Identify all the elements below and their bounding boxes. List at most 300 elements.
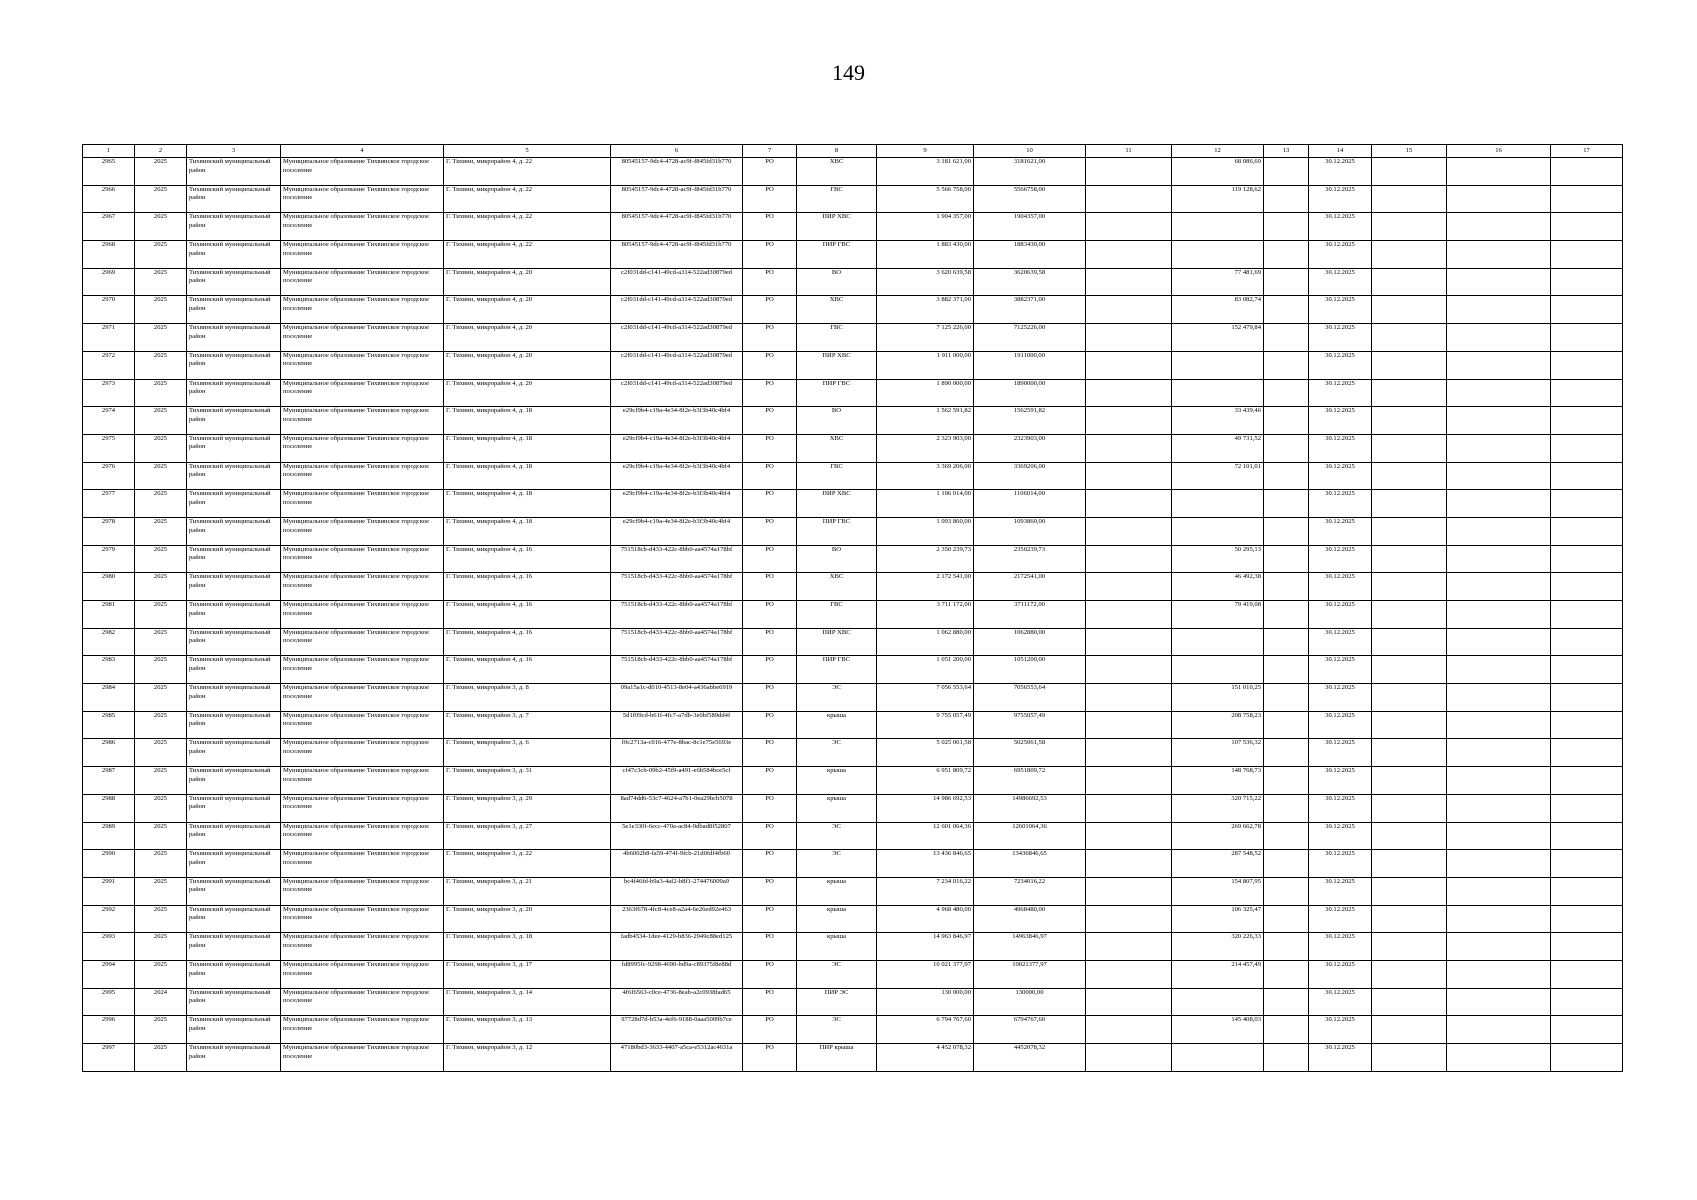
- cell-row-number: 2970: [83, 296, 135, 324]
- cell-municipality: Муниципальное образование Тихвинское городское поселение: [281, 739, 444, 767]
- cell-municipality: Муниципальное образование Тихвинское городское поселение: [281, 905, 444, 933]
- cell-col-15: [1372, 933, 1447, 961]
- cell-cost: 5 025 061,58: [877, 739, 974, 767]
- cell-deadline: 30.12.2025: [1309, 407, 1372, 435]
- cell-row-number: 2994: [83, 960, 135, 988]
- cell-district: Тихвинский муниципальный район: [187, 684, 281, 712]
- cell-house-guid: 5e1e330f-6ecc-470a-ac84-9dbad8f52807: [611, 822, 743, 850]
- cell-col-13: [1264, 158, 1309, 186]
- cell-program-type: РО: [743, 268, 797, 296]
- cell-municipality: Муниципальное образование Тихвинское городское поселение: [281, 379, 444, 407]
- cell-municipality: Муниципальное образование Тихвинское городское поселение: [281, 490, 444, 518]
- cell-row-number: 2986: [83, 739, 135, 767]
- cell-house-guid: bc4f46fd-b9a3-4af2-b8f1-274476009a9: [611, 877, 743, 905]
- cell-deadline: 30.12.2025: [1309, 490, 1372, 518]
- cell-col-17: [1551, 379, 1623, 407]
- cell-house-guid: c2f031dd-c141-49cd-a314-522ad30879ed: [611, 296, 743, 324]
- cell-col-11: [1086, 434, 1172, 462]
- cell-district: Тихвинский муниципальный район: [187, 850, 281, 878]
- cell-municipality: Муниципальное образование Тихвинское городское поселение: [281, 1016, 444, 1044]
- cell-cost-raw: 1093860,00: [974, 517, 1086, 545]
- cell-address: Г. Тихвин, микрорайон 3, д. 21: [444, 877, 611, 905]
- cell-year: 2025: [135, 739, 187, 767]
- cell-col-11: [1086, 324, 1172, 352]
- cell-cost: 14 963 846,97: [877, 933, 974, 961]
- column-header-9: 9: [877, 145, 974, 158]
- cell-col-15: [1372, 1044, 1447, 1072]
- table-row: [83, 850, 1623, 878]
- cell-program-type: РО: [743, 711, 797, 739]
- cell-address: Г. Тихвин, микрорайон 3, д. 31: [444, 767, 611, 795]
- cell-deadline: 30.12.2025: [1309, 573, 1372, 601]
- cell-col-15: [1372, 988, 1447, 1016]
- cell-col-15: [1372, 241, 1447, 269]
- cell-amount: 50 295,13: [1172, 545, 1264, 573]
- cell-col-17: [1551, 656, 1623, 684]
- cell-deadline: 30.12.2025: [1309, 877, 1372, 905]
- cell-cost-raw: 2323903,00: [974, 434, 1086, 462]
- cell-work-type: ПИР ХВС: [797, 490, 877, 518]
- table-row: [83, 517, 1623, 545]
- cell-cost-raw: 4452078,32: [974, 1044, 1086, 1072]
- cell-district: Тихвинский муниципальный район: [187, 1044, 281, 1072]
- cell-col-11: [1086, 407, 1172, 435]
- cell-cost-raw: 14963846,97: [974, 933, 1086, 961]
- cell-program-type: РО: [743, 490, 797, 518]
- cell-district: Тихвинский муниципальный район: [187, 268, 281, 296]
- table-row: [83, 767, 1623, 795]
- cell-col-16: [1447, 324, 1551, 352]
- cell-col-15: [1372, 794, 1447, 822]
- cell-col-16: [1447, 960, 1551, 988]
- cell-year: 2024: [135, 988, 187, 1016]
- cell-row-number: 2973: [83, 379, 135, 407]
- cell-col-11: [1086, 1016, 1172, 1044]
- cell-col-15: [1372, 739, 1447, 767]
- cell-deadline: 30.12.2025: [1309, 628, 1372, 656]
- cell-amount: [1172, 517, 1264, 545]
- cell-district: Тихвинский муниципальный район: [187, 711, 281, 739]
- cell-col-11: [1086, 933, 1172, 961]
- cell-col-16: [1447, 379, 1551, 407]
- cell-house-guid: 2363f678-4fc8-4ce8-a2a4-6e26ed92e463: [611, 905, 743, 933]
- cell-program-type: РО: [743, 573, 797, 601]
- cell-cost-raw: 4968480,00: [974, 905, 1086, 933]
- cell-col-11: [1086, 462, 1172, 490]
- cell-district: Тихвинский муниципальный район: [187, 628, 281, 656]
- cell-col-11: [1086, 573, 1172, 601]
- cell-col-13: [1264, 739, 1309, 767]
- column-header-13: 13: [1264, 145, 1309, 158]
- cell-district: Тихвинский муниципальный район: [187, 822, 281, 850]
- cell-row-number: 2987: [83, 767, 135, 795]
- cell-cost: 10 021 377,97: [877, 960, 974, 988]
- cell-row-number: 2975: [83, 434, 135, 462]
- cell-col-15: [1372, 684, 1447, 712]
- cell-municipality: Муниципальное образование Тихвинское городское поселение: [281, 462, 444, 490]
- cell-col-13: [1264, 767, 1309, 795]
- cell-row-number: 2984: [83, 684, 135, 712]
- cell-col-17: [1551, 573, 1623, 601]
- cell-house-guid: 80545157-9dc4-4728-ac9f-f845fd31b770: [611, 185, 743, 213]
- cell-municipality: Муниципальное образование Тихвинское городское поселение: [281, 1044, 444, 1072]
- cell-municipality: Муниципальное образование Тихвинское городское поселение: [281, 296, 444, 324]
- cell-col-15: [1372, 213, 1447, 241]
- table-row: [83, 185, 1623, 213]
- cell-row-number: 2969: [83, 268, 135, 296]
- cell-program-type: РО: [743, 739, 797, 767]
- cell-district: Тихвинский муниципальный район: [187, 877, 281, 905]
- cell-municipality: Муниципальное образование Тихвинское городское поселение: [281, 711, 444, 739]
- registry-table: [82, 144, 1623, 1072]
- cell-cost: 2 172 541,00: [877, 573, 974, 601]
- cell-col-11: [1086, 158, 1172, 186]
- cell-col-15: [1372, 185, 1447, 213]
- cell-col-17: [1551, 601, 1623, 629]
- cell-address: Г. Тихвин, микрорайон 4, д. 16: [444, 656, 611, 684]
- cell-cost: 6 794 767,60: [877, 1016, 974, 1044]
- cell-deadline: 30.12.2025: [1309, 905, 1372, 933]
- cell-house-guid: 4b6002b8-fa59-474f-9fcb-21d0fdf4fb60: [611, 850, 743, 878]
- table-row: [83, 241, 1623, 269]
- cell-program-type: РО: [743, 185, 797, 213]
- cell-amount: 320 715,22: [1172, 794, 1264, 822]
- cell-work-type: ПИР ХВС: [797, 628, 877, 656]
- cell-district: Тихвинский муниципальный район: [187, 1016, 281, 1044]
- cell-year: 2025: [135, 324, 187, 352]
- cell-work-type: ПИР ГВС: [797, 379, 877, 407]
- cell-address: Г. Тихвин, микрорайон 4, д. 18: [444, 517, 611, 545]
- cell-year: 2025: [135, 656, 187, 684]
- cell-col-15: [1372, 490, 1447, 518]
- cell-amount: 208 758,23: [1172, 711, 1264, 739]
- cell-year: 2025: [135, 1016, 187, 1044]
- cell-municipality: Муниципальное образование Тихвинское городское поселение: [281, 545, 444, 573]
- cell-col-17: [1551, 462, 1623, 490]
- cell-deadline: 30.12.2025: [1309, 545, 1372, 573]
- cell-cost-raw: 1911000,00: [974, 351, 1086, 379]
- table-row: [83, 268, 1623, 296]
- cell-row-number: 2992: [83, 905, 135, 933]
- cell-col-15: [1372, 545, 1447, 573]
- cell-municipality: Муниципальное образование Тихвинское городское поселение: [281, 960, 444, 988]
- cell-program-type: РО: [743, 933, 797, 961]
- cell-col-16: [1447, 877, 1551, 905]
- cell-address: Г. Тихвин, микрорайон 4, д. 16: [444, 628, 611, 656]
- cell-amount: 107 536,32: [1172, 739, 1264, 767]
- cell-col-13: [1264, 960, 1309, 988]
- cell-col-17: [1551, 767, 1623, 795]
- table-row: [83, 351, 1623, 379]
- cell-cost-raw: 1890000,00: [974, 379, 1086, 407]
- cell-work-type: ХВС: [797, 296, 877, 324]
- table-row: [83, 877, 1623, 905]
- cell-row-number: 2983: [83, 656, 135, 684]
- cell-house-guid: 751518cb-d433-422c-8bb0-aa4574a178bf: [611, 545, 743, 573]
- cell-cost-raw: 7056553,64: [974, 684, 1086, 712]
- cell-year: 2025: [135, 462, 187, 490]
- column-header-3: 3: [187, 145, 281, 158]
- cell-cost: 12 601 064,36: [877, 822, 974, 850]
- cell-program-type: РО: [743, 767, 797, 795]
- cell-col-16: [1447, 905, 1551, 933]
- cell-house-guid: fadb4534-1dee-4129-b836-2949c88ed125: [611, 933, 743, 961]
- cell-col-13: [1264, 601, 1309, 629]
- cell-municipality: Муниципальное образование Тихвинское городское поселение: [281, 434, 444, 462]
- cell-cost-raw: 3181621,00: [974, 158, 1086, 186]
- cell-work-type: ЭС: [797, 960, 877, 988]
- cell-cost: 3 882 371,00: [877, 296, 974, 324]
- cell-cost: 1 904 357,00: [877, 213, 974, 241]
- cell-amount: 49 731,52: [1172, 434, 1264, 462]
- cell-row-number: 2995: [83, 988, 135, 1016]
- cell-col-11: [1086, 268, 1172, 296]
- cell-work-type: ЭС: [797, 1016, 877, 1044]
- cell-amount: 72 101,01: [1172, 462, 1264, 490]
- cell-col-11: [1086, 684, 1172, 712]
- cell-house-guid: c2f031dd-c141-49cd-a314-522ad30879ed: [611, 324, 743, 352]
- cell-amount: 152 479,84: [1172, 324, 1264, 352]
- cell-year: 2025: [135, 933, 187, 961]
- cell-row-number: 2991: [83, 877, 135, 905]
- cell-col-13: [1264, 573, 1309, 601]
- cell-col-15: [1372, 767, 1447, 795]
- cell-address: Г. Тихвин, микрорайон 4, д. 20: [444, 268, 611, 296]
- cell-deadline: 30.12.2025: [1309, 711, 1372, 739]
- cell-address: Г. Тихвин, микрорайон 4, д. 18: [444, 407, 611, 435]
- cell-col-13: [1264, 434, 1309, 462]
- cell-deadline: 30.12.2025: [1309, 462, 1372, 490]
- cell-work-type: крыша: [797, 767, 877, 795]
- cell-col-11: [1086, 794, 1172, 822]
- cell-work-type: крыша: [797, 794, 877, 822]
- table-row: [83, 794, 1623, 822]
- cell-cost-raw: 2172541,00: [974, 573, 1086, 601]
- cell-amount: [1172, 241, 1264, 269]
- cell-cost: 3 369 206,00: [877, 462, 974, 490]
- cell-col-13: [1264, 324, 1309, 352]
- cell-program-type: РО: [743, 462, 797, 490]
- cell-row-number: 2967: [83, 213, 135, 241]
- cell-col-16: [1447, 933, 1551, 961]
- cell-cost: 4 968 480,00: [877, 905, 974, 933]
- table-row: [83, 490, 1623, 518]
- cell-row-number: 2977: [83, 490, 135, 518]
- cell-col-16: [1447, 711, 1551, 739]
- table-row: [83, 656, 1623, 684]
- cell-address: Г. Тихвин, микрорайон 3, д. 12: [444, 1044, 611, 1072]
- cell-year: 2025: [135, 268, 187, 296]
- cell-cost-raw: 3369206,00: [974, 462, 1086, 490]
- cell-deadline: 30.12.2025: [1309, 213, 1372, 241]
- cell-district: Тихвинский муниципальный район: [187, 545, 281, 573]
- cell-municipality: Муниципальное образование Тихвинское городское поселение: [281, 241, 444, 269]
- cell-deadline: 30.12.2025: [1309, 379, 1372, 407]
- cell-col-15: [1372, 905, 1447, 933]
- cell-house-guid: 80545157-9dc4-4728-ac9f-f845fd31b770: [611, 241, 743, 269]
- cell-house-guid: 80545157-9dc4-4728-ac9f-f845fd31b770: [611, 213, 743, 241]
- cell-col-13: [1264, 628, 1309, 656]
- cell-year: 2025: [135, 877, 187, 905]
- cell-municipality: Муниципальное образование Тихвинское городское поселение: [281, 185, 444, 213]
- cell-col-17: [1551, 490, 1623, 518]
- cell-year: 2025: [135, 158, 187, 186]
- page-number: 149: [832, 60, 865, 85]
- cell-cost-raw: 7234016,22: [974, 877, 1086, 905]
- cell-municipality: Муниципальное образование Тихвинское городское поселение: [281, 988, 444, 1016]
- cell-address: Г. Тихвин, микрорайон 4, д. 18: [444, 490, 611, 518]
- table-row: [83, 739, 1623, 767]
- cell-amount: [1172, 379, 1264, 407]
- cell-col-16: [1447, 517, 1551, 545]
- cell-col-16: [1447, 822, 1551, 850]
- table-row: [83, 407, 1623, 435]
- column-header-1: 1: [83, 145, 135, 158]
- cell-cost: 130 000,00: [877, 988, 974, 1016]
- table-row: [83, 296, 1623, 324]
- cell-district: Тихвинский муниципальный район: [187, 490, 281, 518]
- cell-address: Г. Тихвин, микрорайон 3, д. 7: [444, 711, 611, 739]
- cell-house-guid: 8ad74dd6-53c7-4624-a7b1-0ea29bcb5078: [611, 794, 743, 822]
- cell-program-type: РО: [743, 905, 797, 933]
- cell-col-17: [1551, 517, 1623, 545]
- cell-col-11: [1086, 822, 1172, 850]
- cell-col-11: [1086, 988, 1172, 1016]
- cell-col-13: [1264, 656, 1309, 684]
- cell-program-type: РО: [743, 822, 797, 850]
- cell-work-type: ХВС: [797, 158, 877, 186]
- cell-work-type: ВО: [797, 545, 877, 573]
- table-row: [83, 822, 1623, 850]
- cell-work-type: ПИР ГВС: [797, 241, 877, 269]
- cell-cost-raw: 2350239,73: [974, 545, 1086, 573]
- cell-row-number: 2993: [83, 933, 135, 961]
- cell-district: Тихвинский муниципальный район: [187, 517, 281, 545]
- cell-program-type: РО: [743, 794, 797, 822]
- cell-col-16: [1447, 794, 1551, 822]
- cell-deadline: 30.12.2025: [1309, 434, 1372, 462]
- cell-program-type: РО: [743, 877, 797, 905]
- cell-col-16: [1447, 407, 1551, 435]
- cell-address: Г. Тихвин, микрорайон 4, д. 20: [444, 296, 611, 324]
- cell-house-guid: e29cf9b4-c19a-4e34-8f2e-b3f3b40c4bf4: [611, 434, 743, 462]
- cell-address: Г. Тихвин, микрорайон 3, д. 22: [444, 850, 611, 878]
- cell-cost: 6 951 809,72: [877, 767, 974, 795]
- cell-col-13: [1264, 268, 1309, 296]
- cell-col-17: [1551, 877, 1623, 905]
- cell-work-type: ГВС: [797, 185, 877, 213]
- cell-col-17: [1551, 185, 1623, 213]
- cell-row-number: 2965: [83, 158, 135, 186]
- cell-amount: 214 457,49: [1172, 960, 1264, 988]
- cell-deadline: 30.12.2025: [1309, 684, 1372, 712]
- cell-col-13: [1264, 1044, 1309, 1072]
- cell-col-17: [1551, 960, 1623, 988]
- cell-address: Г. Тихвин, микрорайон 3, д. 14: [444, 988, 611, 1016]
- cell-cost: 1 051 200,00: [877, 656, 974, 684]
- cell-address: Г. Тихвин, микрорайон 3, д. 6: [444, 739, 611, 767]
- cell-cost-raw: 1051200,00: [974, 656, 1086, 684]
- cell-house-guid: c2f031dd-c141-49cd-a314-522ad30879ed: [611, 268, 743, 296]
- cell-address: Г. Тихвин, микрорайон 3, д. 17: [444, 960, 611, 988]
- cell-col-16: [1447, 241, 1551, 269]
- cell-col-13: [1264, 545, 1309, 573]
- cell-municipality: Муниципальное образование Тихвинское городское поселение: [281, 628, 444, 656]
- cell-program-type: РО: [743, 407, 797, 435]
- cell-district: Тихвинский муниципальный район: [187, 739, 281, 767]
- cell-house-guid: 751518cb-d433-422c-8bb0-aa4574a178bf: [611, 601, 743, 629]
- cell-cost: 1 562 591,82: [877, 407, 974, 435]
- cell-amount: 145 408,03: [1172, 1016, 1264, 1044]
- cell-deadline: 30.12.2025: [1309, 158, 1372, 186]
- cell-row-number: 2982: [83, 628, 135, 656]
- cell-cost: 7 125 226,00: [877, 324, 974, 352]
- cell-col-17: [1551, 711, 1623, 739]
- cell-cost-raw: 5025061,58: [974, 739, 1086, 767]
- cell-cost: 1 062 880,00: [877, 628, 974, 656]
- cell-col-16: [1447, 628, 1551, 656]
- cell-col-15: [1372, 628, 1447, 656]
- cell-municipality: Муниципальное образование Тихвинское городское поселение: [281, 822, 444, 850]
- cell-work-type: ЭС: [797, 822, 877, 850]
- cell-deadline: 30.12.2025: [1309, 601, 1372, 629]
- cell-district: Тихвинский муниципальный район: [187, 351, 281, 379]
- cell-municipality: Муниципальное образование Тихвинское городское поселение: [281, 324, 444, 352]
- cell-deadline: 30.12.2025: [1309, 351, 1372, 379]
- cell-address: Г. Тихвин, микрорайон 4, д. 22: [444, 158, 611, 186]
- cell-work-type: ПИР ХВС: [797, 213, 877, 241]
- cell-district: Тихвинский муниципальный район: [187, 241, 281, 269]
- cell-program-type: РО: [743, 241, 797, 269]
- cell-cost: 14 986 692,53: [877, 794, 974, 822]
- cell-col-11: [1086, 905, 1172, 933]
- cell-cost: 3 620 639,58: [877, 268, 974, 296]
- cell-municipality: Муниципальное образование Тихвинское городское поселение: [281, 794, 444, 822]
- cell-house-guid: 751518cb-d433-422c-8bb0-aa4574a178bf: [611, 628, 743, 656]
- cell-col-15: [1372, 379, 1447, 407]
- cell-col-11: [1086, 490, 1172, 518]
- cell-col-17: [1551, 1044, 1623, 1072]
- cell-municipality: Муниципальное образование Тихвинское городское поселение: [281, 933, 444, 961]
- cell-house-guid: e29cf9b4-c19a-4e34-8f2e-b3f3b40c4bf4: [611, 517, 743, 545]
- cell-cost-raw: 12601064,36: [974, 822, 1086, 850]
- cell-row-number: 2985: [83, 711, 135, 739]
- cell-amount: 33 439,46: [1172, 407, 1264, 435]
- cell-address: Г. Тихвин, микрорайон 4, д. 22: [444, 241, 611, 269]
- cell-amount: 46 492,38: [1172, 573, 1264, 601]
- cell-cost: 2 350 239,73: [877, 545, 974, 573]
- cell-house-guid: 4f6f6563-c0ce-4736-8eab-a2c0938fad65: [611, 988, 743, 1016]
- cell-col-16: [1447, 158, 1551, 186]
- cell-cost-raw: 3882371,00: [974, 296, 1086, 324]
- cell-cost: 4 452 078,32: [877, 1044, 974, 1072]
- cell-col-11: [1086, 213, 1172, 241]
- column-header-8: 8: [797, 145, 877, 158]
- cell-municipality: Муниципальное образование Тихвинское городское поселение: [281, 877, 444, 905]
- column-header-15: 15: [1372, 145, 1447, 158]
- cell-amount: 68 086,69: [1172, 158, 1264, 186]
- table-row: [83, 905, 1623, 933]
- cell-year: 2025: [135, 960, 187, 988]
- cell-house-guid: 47180bd3-3633-4407-a5ca-e5312ac4631a: [611, 1044, 743, 1072]
- cell-row-number: 2968: [83, 241, 135, 269]
- cell-amount: 287 548,52: [1172, 850, 1264, 878]
- cell-col-17: [1551, 407, 1623, 435]
- cell-work-type: ЭС: [797, 850, 877, 878]
- cell-cost-raw: 5566758,00: [974, 185, 1086, 213]
- cell-col-17: [1551, 545, 1623, 573]
- cell-col-13: [1264, 407, 1309, 435]
